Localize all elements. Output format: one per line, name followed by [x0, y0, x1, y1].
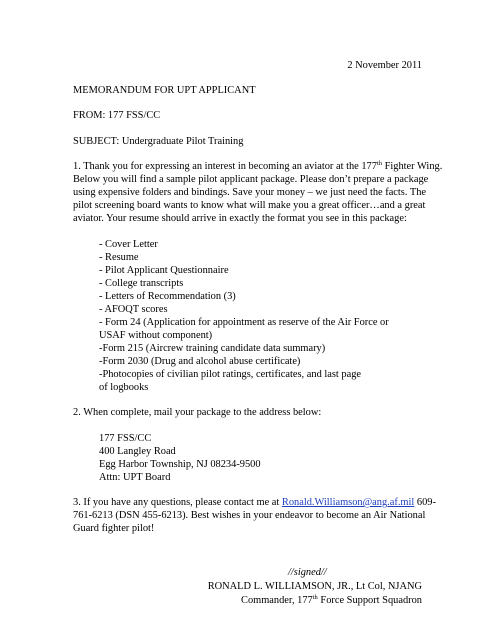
mailing-address — [99, 432, 261, 484]
signature-name: RONALD L. WILLIAMSON, JR., Lt Col, NJANG — [207, 581, 422, 592]
list-item: -Form 2030 (Drug and alcohol abuse certificate) — [99, 356, 301, 367]
paragraph-3-text: 609- — [414, 497, 436, 508]
signed-mark: //signed// — [288, 567, 327, 578]
list-item: - College transcripts — [99, 278, 184, 289]
signature-title-text: Commander, 177 — [241, 595, 313, 606]
list-item: -Form 215 (Aircrew training candidate data summary) — [99, 343, 326, 354]
paragraph-2: 2. When complete, mail your package to the address below: — [73, 407, 322, 418]
list-item: - Cover Letter — [99, 239, 158, 250]
signature-title — [241, 594, 422, 607]
paragraph-1 — [73, 160, 443, 225]
email-link[interactable]: Ronald.Williamson@ang.af.mil — [281, 497, 415, 508]
paragraph-1-line — [73, 160, 443, 173]
paragraph-3-line — [73, 496, 436, 509]
paragraph-1-text: Fighter Wing. — [382, 161, 443, 172]
signature-title-text: Force Support Squadron — [317, 595, 422, 606]
paragraph-1-line: Below you will find a sample pilot applicant package. Please don’t prepare a package — [73, 174, 429, 185]
paragraph-3-line: Guard fighter pilot! — [73, 523, 155, 534]
list-item: USAF without component) — [99, 330, 213, 341]
list-item: - Pilot Applicant Questionnaire — [99, 265, 229, 276]
package-items-list — [99, 238, 389, 394]
list-item: - Resume — [99, 252, 139, 263]
paragraph-1-line: pilot screening board wants to know what will make you a great officer…and a great — [73, 200, 426, 211]
list-item: - Form 24 (Application for appointment as reserve of the Air Force or — [99, 317, 389, 328]
ordinal-suffix: th — [376, 160, 383, 167]
paragraph-3 — [73, 496, 436, 535]
paragraph-3-text: 3. If you have any questions, please contact me at — [73, 497, 282, 508]
paragraph-1-text: 1. Thank you for expressing an interest in becoming an aviator at the 177 — [73, 161, 377, 172]
address-line: Egg Harbor Township, NJ 08234-9500 — [99, 459, 261, 470]
memo-heading: MEMORANDUM FOR UPT APPLICANT — [73, 85, 256, 96]
list-item: -Photocopies of civilian pilot ratings, certificates, and last page — [99, 369, 361, 380]
ordinal-suffix: th — [312, 594, 318, 601]
memo-from: FROM: 177 FSS/CC — [73, 110, 161, 121]
address-line: 177 FSS/CC — [99, 433, 152, 444]
address-line: 400 Langley Road — [99, 446, 176, 457]
list-item: - Letters of Recommendation (3) — [99, 291, 236, 302]
address-line: Attn: UPT Board — [99, 472, 171, 483]
memo-subject: SUBJECT: Undergraduate Pilot Training — [73, 136, 244, 147]
paragraph-3-line: 761-6213 (DSN 455-6213). Best wishes in your endeavor to become an Air National — [73, 510, 426, 521]
paragraph-1-line: aviator. Your resume should arrive in exactly the format you see in this package: — [73, 213, 407, 224]
list-item: of logbooks — [99, 382, 149, 393]
list-item: - AFOQT scores — [99, 304, 168, 315]
memo-date: 2 November 2011 — [347, 60, 422, 71]
paragraph-1-line: using expensive folders and bindings. Save your money – we just need the facts. The — [73, 187, 427, 198]
